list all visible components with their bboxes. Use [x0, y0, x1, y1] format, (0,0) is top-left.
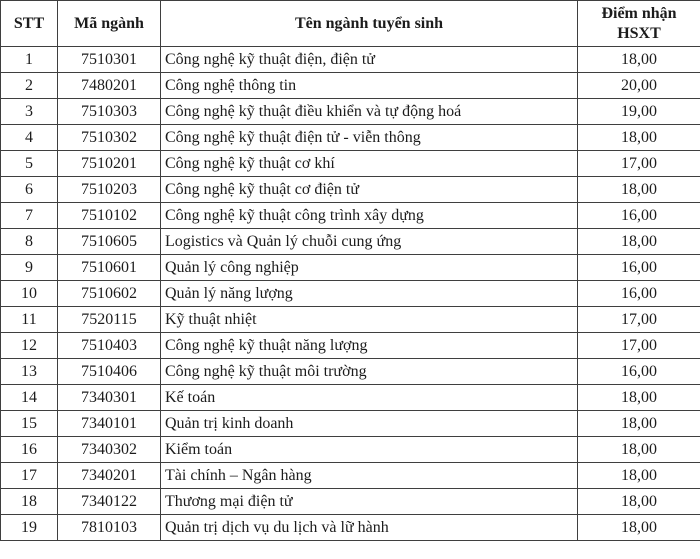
- cell-stt: 2: [1, 73, 58, 99]
- cell-ten-nganh: Công nghệ kỹ thuật điện, điện tử: [161, 47, 578, 73]
- cell-ma-nganh: 7510102: [58, 203, 161, 229]
- table-row: [1, 411, 700, 437]
- table-row: [1, 515, 700, 541]
- table-row: [1, 151, 700, 177]
- table-row: [1, 47, 700, 73]
- cell-ma-nganh: 7510303: [58, 99, 161, 125]
- table-body: [1, 47, 700, 541]
- cell-stt: 8: [1, 229, 58, 255]
- cell-ten-nganh: Quản trị kinh doanh: [161, 411, 578, 437]
- table-row: [1, 385, 700, 411]
- cell-stt: 5: [1, 151, 58, 177]
- cell-ten-nganh: Công nghệ kỹ thuật điện tử - viễn thông: [161, 125, 578, 151]
- cell-diem-hsxt: 18,00: [578, 463, 700, 489]
- table-row: [1, 437, 700, 463]
- table-row: [1, 229, 700, 255]
- header-stt: STT: [1, 1, 58, 47]
- cell-ten-nganh: Công nghệ kỹ thuật năng lượng: [161, 333, 578, 359]
- cell-stt: 19: [1, 515, 58, 541]
- cell-ma-nganh: 7510601: [58, 255, 161, 281]
- cell-ten-nganh: Tài chính – Ngân hàng: [161, 463, 578, 489]
- cell-diem-hsxt: 18,00: [578, 229, 700, 255]
- header-ma-nganh: Mã ngành: [58, 1, 161, 47]
- cell-ten-nganh: Quản lý năng lượng: [161, 281, 578, 307]
- cell-stt: 7: [1, 203, 58, 229]
- cell-diem-hsxt: 19,00: [578, 99, 700, 125]
- cell-diem-hsxt: 18,00: [578, 177, 700, 203]
- header-ten-nganh: Tên ngành tuyển sinh: [161, 1, 578, 47]
- cell-ma-nganh: 7510302: [58, 125, 161, 151]
- table-row: [1, 73, 700, 99]
- cell-diem-hsxt: 17,00: [578, 151, 700, 177]
- cell-ma-nganh: 7480201: [58, 73, 161, 99]
- cell-ten-nganh: Kế toán: [161, 385, 578, 411]
- table-row: [1, 99, 700, 125]
- cell-ten-nganh: Công nghệ kỹ thuật cơ điện tử: [161, 177, 578, 203]
- cell-stt: 17: [1, 463, 58, 489]
- cell-ma-nganh: 7510403: [58, 333, 161, 359]
- cell-diem-hsxt: 20,00: [578, 73, 700, 99]
- cell-ma-nganh: 7810103: [58, 515, 161, 541]
- cell-diem-hsxt: 16,00: [578, 281, 700, 307]
- cell-stt: 4: [1, 125, 58, 151]
- cell-stt: 6: [1, 177, 58, 203]
- cell-ma-nganh: 7340122: [58, 489, 161, 515]
- cell-ten-nganh: Công nghệ kỹ thuật cơ khí: [161, 151, 578, 177]
- cell-ma-nganh: 7510406: [58, 359, 161, 385]
- cell-ten-nganh: Công nghệ kỹ thuật môi trường: [161, 359, 578, 385]
- cell-ma-nganh: 7510605: [58, 229, 161, 255]
- cell-stt: 15: [1, 411, 58, 437]
- cell-diem-hsxt: 18,00: [578, 437, 700, 463]
- cell-stt: 13: [1, 359, 58, 385]
- cell-ma-nganh: 7340301: [58, 385, 161, 411]
- table-row: [1, 125, 700, 151]
- cell-diem-hsxt: 17,00: [578, 307, 700, 333]
- cell-stt: 10: [1, 281, 58, 307]
- cell-ten-nganh: Thương mại điện tử: [161, 489, 578, 515]
- cell-ma-nganh: 7520115: [58, 307, 161, 333]
- table-row: [1, 463, 700, 489]
- table-row: [1, 333, 700, 359]
- cell-ten-nganh: Kiểm toán: [161, 437, 578, 463]
- cell-ma-nganh: 7340302: [58, 437, 161, 463]
- table-row: [1, 359, 700, 385]
- cell-stt: 3: [1, 99, 58, 125]
- cell-diem-hsxt: 16,00: [578, 255, 700, 281]
- cell-ten-nganh: Quản trị dịch vụ du lịch và lữ hành: [161, 515, 578, 541]
- cell-stt: 14: [1, 385, 58, 411]
- cell-ten-nganh: Công nghệ kỹ thuật công trình xây dựng: [161, 203, 578, 229]
- cell-stt: 1: [1, 47, 58, 73]
- table-header-row: [1, 1, 700, 47]
- cell-ten-nganh: Quản lý công nghiệp: [161, 255, 578, 281]
- table-row: [1, 307, 700, 333]
- table-row: [1, 281, 700, 307]
- cell-ma-nganh: 7510201: [58, 151, 161, 177]
- cell-ma-nganh: 7510602: [58, 281, 161, 307]
- cell-ma-nganh: 7510301: [58, 47, 161, 73]
- table-row: [1, 177, 700, 203]
- cell-ten-nganh: Công nghệ thông tin: [161, 73, 578, 99]
- cell-stt: 11: [1, 307, 58, 333]
- cell-diem-hsxt: 16,00: [578, 203, 700, 229]
- cell-diem-hsxt: 18,00: [578, 489, 700, 515]
- cell-ten-nganh: Công nghệ kỹ thuật điều khiển và tự động hoá: [161, 99, 578, 125]
- cell-diem-hsxt: 18,00: [578, 411, 700, 437]
- cell-stt: 18: [1, 489, 58, 515]
- cell-ma-nganh: 7340201: [58, 463, 161, 489]
- table-row: [1, 203, 700, 229]
- cell-ten-nganh: Logistics và Quản lý chuỗi cung ứng: [161, 229, 578, 255]
- cell-stt: 16: [1, 437, 58, 463]
- cell-ma-nganh: 7510203: [58, 177, 161, 203]
- cell-diem-hsxt: 18,00: [578, 47, 700, 73]
- cell-diem-hsxt: 17,00: [578, 333, 700, 359]
- cell-diem-hsxt: 18,00: [578, 385, 700, 411]
- cell-ten-nganh: Kỹ thuật nhiệt: [161, 307, 578, 333]
- cell-stt: 12: [1, 333, 58, 359]
- header-diem-hsxt: Điểm nhận HSXT: [578, 1, 700, 47]
- cell-diem-hsxt: 16,00: [578, 359, 700, 385]
- cell-diem-hsxt: 18,00: [578, 125, 700, 151]
- table-row: [1, 255, 700, 281]
- cell-diem-hsxt: 18,00: [578, 515, 700, 541]
- cell-stt: 9: [1, 255, 58, 281]
- table-row: [1, 489, 700, 515]
- cell-ma-nganh: 7340101: [58, 411, 161, 437]
